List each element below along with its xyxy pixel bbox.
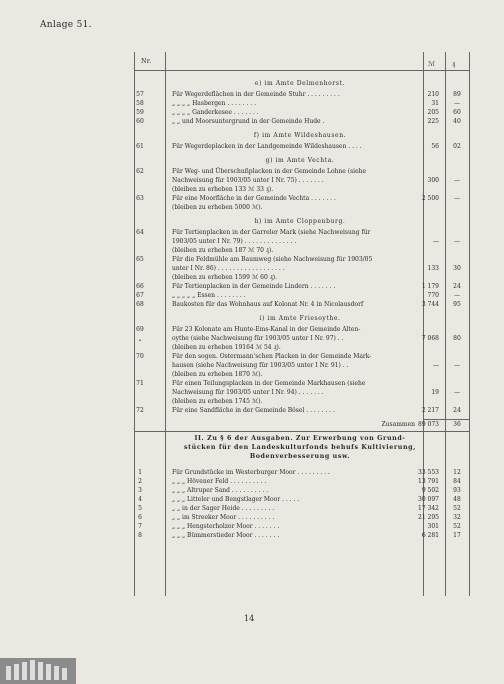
row-description: „ „ „ Bümmerstieder Moor . . . . . . . bbox=[172, 532, 280, 539]
table-row bbox=[135, 325, 469, 334]
table-row bbox=[135, 282, 469, 291]
row-description: „ „ „ Litteler und Bengstlager Moor . . . . . bbox=[172, 496, 300, 503]
row-pfennig-amount: 02 bbox=[453, 143, 461, 150]
table-row bbox=[135, 108, 469, 117]
row-mark-amount: 31 bbox=[431, 100, 439, 107]
row-description: „ „ „ Altruper Sand . . . . . . . . . . bbox=[172, 487, 269, 494]
row-pfennig-amount: — bbox=[454, 292, 460, 299]
row-pfennig-amount: 52 bbox=[453, 505, 461, 512]
table-row bbox=[135, 468, 469, 477]
row-number: 69 bbox=[136, 326, 144, 333]
table-row bbox=[135, 531, 469, 540]
table-row bbox=[135, 406, 469, 415]
row-pfennig-amount: 48 bbox=[453, 496, 461, 503]
section-heading: f) im Amte Wildeshausen. bbox=[253, 132, 347, 139]
row-pfennig-amount: 80 bbox=[453, 335, 461, 342]
section2-title-line: II. Zu § 6 der Ausgaben. Zur Erwerbung von Grund- bbox=[194, 435, 406, 442]
row-mark-amount: 2 500 bbox=[421, 195, 439, 202]
row-description: (bleiben zu erheben 5000 ℳ). bbox=[172, 204, 263, 211]
section-heading: h) im Amte Cloppenburg. bbox=[254, 218, 346, 225]
row-pfennig-amount: 40 bbox=[453, 118, 461, 125]
row-pfennig-amount: 12 bbox=[453, 469, 461, 476]
section2-title-line: Bodenverbesserung usw. bbox=[249, 453, 351, 460]
row-number: 61 bbox=[136, 143, 144, 150]
row-mark-amount: 3 744 bbox=[421, 301, 439, 308]
row-number: 67 bbox=[136, 292, 144, 299]
row-description: (bleiben zu erheben 1599 ℳ 60 ₰). bbox=[172, 274, 277, 281]
row-number: 6 bbox=[138, 514, 142, 521]
row-mark-amount: 300 bbox=[427, 177, 439, 184]
table-row bbox=[135, 513, 469, 522]
row-description: „ „ „ Hövener Feld . . . . . . . . . . bbox=[172, 478, 267, 485]
row-description: „ „ im Streeker Moor . . . . . . . . . . bbox=[172, 514, 275, 521]
row-mark-amount: 770 bbox=[427, 292, 439, 299]
row-number: 8 bbox=[138, 532, 142, 539]
section-heading: g) im Amte Vechta. bbox=[265, 157, 335, 164]
nr-header: Nr. bbox=[141, 57, 152, 65]
row-pfennig-amount: 89 bbox=[453, 91, 461, 98]
row-description: „ „ „ Hengsterholzer Moor . . . . . . . bbox=[172, 523, 280, 530]
row-mark-amount: — bbox=[433, 238, 439, 245]
row-description: Für Wegerdeflächen in der Gemeinde Stuhr . . . . . . . . . bbox=[172, 91, 340, 98]
total-mark-amount: 89 073 bbox=[418, 421, 439, 428]
row-description: Nachweisung für 1903/05 unter I Nr. 94) . . . . . . . bbox=[172, 389, 324, 396]
row-number: 68 bbox=[136, 301, 144, 308]
table-row bbox=[135, 388, 469, 397]
row-description: Für eine Moorfläche in der Gemeinde Vechta . . . . . . . bbox=[172, 195, 336, 202]
row-description: Nachweisung für 1903/05 unter I Nr. 75) . . . . . . . bbox=[172, 177, 324, 184]
table-row bbox=[135, 176, 469, 185]
total-pfennig-amount: 36 bbox=[453, 421, 461, 428]
row-description: unter I Nr. 86) . . . . . . . . . . . . . . . . . . bbox=[172, 265, 285, 272]
pf-header: ₰ bbox=[452, 60, 456, 68]
row-description: Baukosten für das Wohnhaus auf Kolonat Nr. 4 in Nicolausdorf bbox=[172, 301, 364, 308]
row-pfennig-amount: 52 bbox=[453, 523, 461, 530]
row-description: (bleiben zu erheben 19164 ℳ 54 ₰). bbox=[172, 344, 281, 351]
row-mark-amount: 2 217 bbox=[421, 407, 439, 414]
row-pfennig-amount: 84 bbox=[453, 478, 461, 485]
row-pfennig-amount: 17 bbox=[453, 532, 461, 539]
table-row bbox=[135, 264, 469, 273]
row-description: (bleiben zu erheben 187 ℳ 70 ₰). bbox=[172, 247, 274, 254]
table-row bbox=[135, 194, 469, 203]
row-description: „ „ „ „ Ganderkesee . . . . . . . bbox=[172, 109, 259, 116]
row-number: 5 bbox=[138, 505, 142, 512]
row-mark-amount: — bbox=[433, 362, 439, 369]
row-description: „ „ und Moorsuntergrund in der Gemeinde Hude . bbox=[172, 118, 325, 125]
table-row bbox=[135, 273, 469, 282]
row-number: 64 bbox=[136, 229, 144, 236]
row-description: (bleiben zu erheben 1745 ℳ). bbox=[172, 398, 263, 405]
row-mark-amount: 30 097 bbox=[418, 496, 439, 503]
table-row bbox=[135, 486, 469, 495]
row-mark-amount: 56 bbox=[431, 143, 439, 150]
row-mark-amount: 13 791 bbox=[418, 478, 439, 485]
table-row bbox=[135, 352, 469, 361]
row-description: hausen (siehe Nachweisung für 1903/05 unter I Nr. 91) . . bbox=[172, 362, 349, 369]
table-row bbox=[135, 99, 469, 108]
row-pfennig-amount: — bbox=[454, 177, 460, 184]
section-heading: i) im Amte Friesoythe. bbox=[259, 315, 341, 322]
row-description: „ „ „ „ „ Essen . . . . . . . . bbox=[172, 292, 246, 299]
row-description: oythe (siehe Nachweisung für 1903/05 unter I Nr. 97) . . bbox=[172, 335, 344, 342]
row-mark-amount: 210 bbox=[427, 91, 439, 98]
row-description: „ „ in der Sager Heide . . . . . . . . . bbox=[172, 505, 275, 512]
row-description: Für Weg- und Überschußplacken in der Gemeinde Lohne (siehe bbox=[172, 168, 367, 175]
row-number: 60 bbox=[136, 118, 144, 125]
row-mark-amount: 33 553 bbox=[418, 469, 439, 476]
row-description: Für eine Sandfläche in der Gemeinde Bösel . . . . . . . . bbox=[172, 407, 335, 414]
row-mark-amount: 17 342 bbox=[418, 505, 439, 512]
table-row bbox=[135, 397, 469, 406]
table-row bbox=[135, 117, 469, 126]
row-description: Für Wegerdeplacken in der Landgemeinde Wildeshausen . . . . bbox=[172, 143, 362, 150]
row-pfennig-amount: — bbox=[454, 100, 460, 107]
table-row bbox=[135, 185, 469, 194]
table-row bbox=[135, 361, 469, 370]
row-number: 62 bbox=[136, 168, 144, 175]
row-number: 59 bbox=[136, 109, 144, 116]
row-number: 63 bbox=[136, 195, 144, 202]
row-description: Für einen Teilungsplacken in der Gemeinde Markhausen (siehe bbox=[172, 380, 366, 387]
row-pfennig-amount: — bbox=[454, 362, 460, 369]
table-row bbox=[135, 379, 469, 388]
total-row bbox=[135, 420, 469, 429]
row-mark-amount: 9 502 bbox=[421, 487, 439, 494]
row-pfennig-amount: 32 bbox=[453, 514, 461, 521]
page-number: 14 bbox=[244, 614, 255, 623]
table-row bbox=[135, 300, 469, 309]
row-description: (bleiben zu erheben 1870 ℳ). bbox=[172, 371, 263, 378]
row-number: 66 bbox=[136, 283, 144, 290]
row-number: 71 bbox=[136, 380, 144, 387]
table-row bbox=[135, 237, 469, 246]
row-number: „ bbox=[138, 335, 142, 342]
row-number: 1 bbox=[138, 469, 142, 476]
section-heading: e) im Amte Delmenhorst. bbox=[254, 80, 346, 87]
row-mark-amount: 21 295 bbox=[418, 514, 439, 521]
table-row bbox=[135, 142, 469, 151]
row-mark-amount: 225 bbox=[427, 118, 439, 125]
row-description: „ „ „ „ Hasbergen . . . . . . . . bbox=[172, 100, 256, 107]
row-pfennig-amount: 30 bbox=[453, 265, 461, 272]
table-row bbox=[135, 246, 469, 255]
row-pfennig-amount: 93 bbox=[453, 487, 461, 494]
table-row bbox=[135, 343, 469, 352]
row-number: 3 bbox=[138, 487, 142, 494]
row-pfennig-amount: 24 bbox=[453, 407, 461, 414]
row-description: (bleiben zu erheben 133 ℳ 33 ₰). bbox=[172, 186, 274, 193]
section2-title-line: stücken für den Landeskulturfonds behufs Kultivierung, bbox=[184, 444, 416, 451]
row-mark-amount: 6 281 bbox=[421, 532, 439, 539]
table-row bbox=[135, 334, 469, 343]
row-mark-amount: 7 068 bbox=[421, 335, 439, 342]
section-divider bbox=[135, 431, 469, 432]
row-mark-amount: 19 bbox=[431, 389, 439, 396]
row-description: Für die Feldmühle am Baumweg (siehe Nachweisung für 1903/05 bbox=[172, 256, 373, 263]
row-number: 2 bbox=[138, 478, 142, 485]
table-row bbox=[135, 370, 469, 379]
row-mark-amount: 133 bbox=[427, 265, 439, 272]
row-description: Für Tertienplacken in der Garreler Mark (siehe Nachweisung für bbox=[172, 229, 371, 236]
table-row bbox=[135, 203, 469, 212]
row-number: 70 bbox=[136, 353, 144, 360]
header-rule bbox=[135, 70, 469, 71]
table-row bbox=[135, 477, 469, 486]
table-row bbox=[135, 90, 469, 99]
ledger-table bbox=[134, 52, 470, 596]
row-number: 57 bbox=[136, 91, 144, 98]
row-number: 4 bbox=[138, 496, 142, 503]
table-row bbox=[135, 522, 469, 531]
row-number: 65 bbox=[136, 256, 144, 263]
table-row bbox=[135, 228, 469, 237]
row-description: Für Tertienplacken in der Gemeinde Lindern . . . . . . . bbox=[172, 283, 336, 290]
table-row bbox=[135, 255, 469, 264]
row-pfennig-amount: 24 bbox=[453, 283, 461, 290]
mark-header: ℳ bbox=[428, 60, 435, 68]
row-pfennig-amount: — bbox=[454, 238, 460, 245]
row-pfennig-amount: — bbox=[454, 389, 460, 396]
table-row bbox=[135, 291, 469, 300]
row-number: 72 bbox=[136, 407, 144, 414]
table-row bbox=[135, 167, 469, 176]
row-description: Für Grundstücke im Westerburger Moor . . . . . . . . . bbox=[172, 469, 330, 476]
row-number: 7 bbox=[138, 523, 142, 530]
row-pfennig-amount: 60 bbox=[453, 109, 461, 116]
table-row bbox=[135, 495, 469, 504]
row-description: Für den sogen. Ostermann'schen Placken in der Gemeinde Mark- bbox=[172, 353, 372, 360]
total-label: Zusammen bbox=[381, 421, 415, 428]
row-pfennig-amount: — bbox=[454, 195, 460, 202]
row-description: 1903/05 unter I Nr. 79) . . . . . . . . . . . . . . bbox=[172, 238, 297, 245]
row-mark-amount: 301 bbox=[427, 523, 439, 530]
row-number: 58 bbox=[136, 100, 144, 107]
row-pfennig-amount: 95 bbox=[453, 301, 461, 308]
row-mark-amount: 1 179 bbox=[421, 283, 439, 290]
library-logo bbox=[0, 658, 76, 684]
row-mark-amount: 205 bbox=[427, 109, 439, 116]
row-description: Für 23 Kolonate am Hunte-Ems-Kanal in der Gemeinde Alten- bbox=[172, 326, 361, 333]
appendix-label: Anlage 51. bbox=[40, 20, 92, 30]
table-row bbox=[135, 504, 469, 513]
